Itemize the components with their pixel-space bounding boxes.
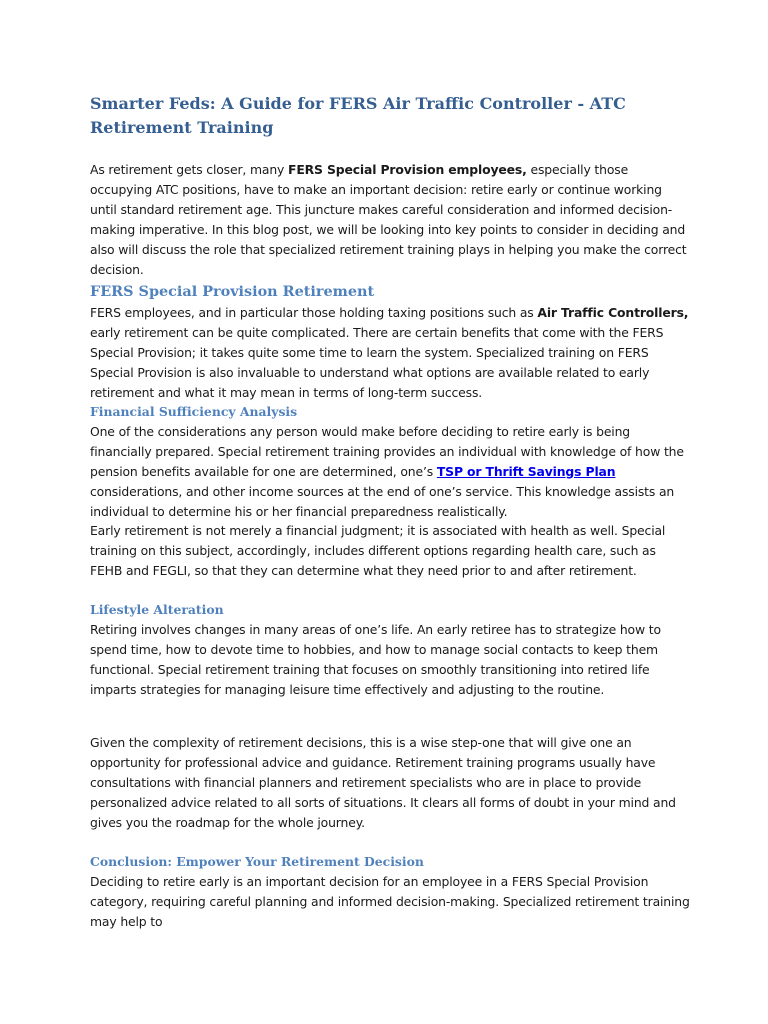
financial-paragraph-2: Early retirement is not merely a financial judgment; it is associated with health as well. Special training on this subject, accordingly, includes different options regarding health care, such as FEHB and FEGLI, so that they can determine what they need prior to and after retirement. [90, 523, 666, 578]
lifestyle-paragraph-1: Retiring involves changes in many areas of one’s life. An early retiree has to strategize how to spend time, how to devote time to hobbies, and how to manage social contacts to keep them functional. Special retirement training that focuses on smoothly transitioning into retired life imparts strategies for managing leisure time effectively and adjusting to the routine. [90, 622, 661, 697]
special-provision-text-2: early retirement can be quite complicated. There are certain benefits that come with the FERS Special Provision; it takes quite some time to learn the system. Specialized training on FERS Special Provision is also invaluable to understand what options are available related to early retirement and what it may mean in terms of long-term success. [90, 325, 664, 400]
financial-paragraph-1 [90, 422, 690, 522]
section-heading-special-provision: FERS Special Provision Retirement [90, 283, 375, 300]
special-provision-text-1: FERS employees, and in particular those holding taxing positions such as [90, 305, 538, 320]
tsp-link[interactable]: TSP or Thrift Savings Plan [436, 464, 616, 479]
page-title: Smarter Feds: A Guide for FERS Air Traffic Controller - ATC Retirement Training [90, 94, 626, 137]
section-heading-financial: Financial Sufficiency Analysis [90, 404, 298, 419]
lifestyle-paragraph-2: Given the complexity of retirement decisions, this is a wise step-one that will give one an opportunity for professional advice and guidance. Retirement training programs usually have consultations with financial planners and retirement specialists who are in place to provide personalized advice related to all sorts of situations. It clears all forms of doubt in your mind and gives you the roadmap for the whole journey. [90, 735, 676, 830]
financial-text-1: One of the considerations any person would make before deciding to retire early is being financially prepared. Special retirement training provides an individual with knowledge of how the pension benefits available for one are determined, one’s [90, 424, 684, 479]
section-heading-lifestyle: Lifestyle Alteration [90, 602, 224, 617]
special-provision-bold-term: Air Traffic Controllers, [537, 305, 689, 320]
intro-bold-term: FERS Special Provision employees, [288, 162, 527, 177]
intro-text-1: As retirement gets closer, many [90, 162, 289, 177]
conclusion-paragraph: Deciding to retire early is an important decision for an employee in a FERS Special Provision category, requiring careful planning and informed decision-making. Specialized retirement training may help to [90, 874, 690, 929]
intro-text-2: especially those occupying ATC positions, have to make an important decision: retire early or continue working until standard retirement age. This juncture makes careful consideration and informed decision-making imperative. In this blog post, we will be looking into key points to consider in deciding and also will discuss the role that specialized retirement training plays in helping you make the correct decision. [90, 162, 687, 277]
intro-paragraph [90, 160, 690, 280]
section-heading-conclusion: Conclusion: Empower Your Retirement Decision [90, 854, 424, 869]
financial-text-2: considerations, and other income sources at the end of one’s service. This knowledge assists an individual to determine his or her financial preparedness realistically. [90, 484, 675, 519]
special-provision-paragraph [90, 303, 690, 403]
